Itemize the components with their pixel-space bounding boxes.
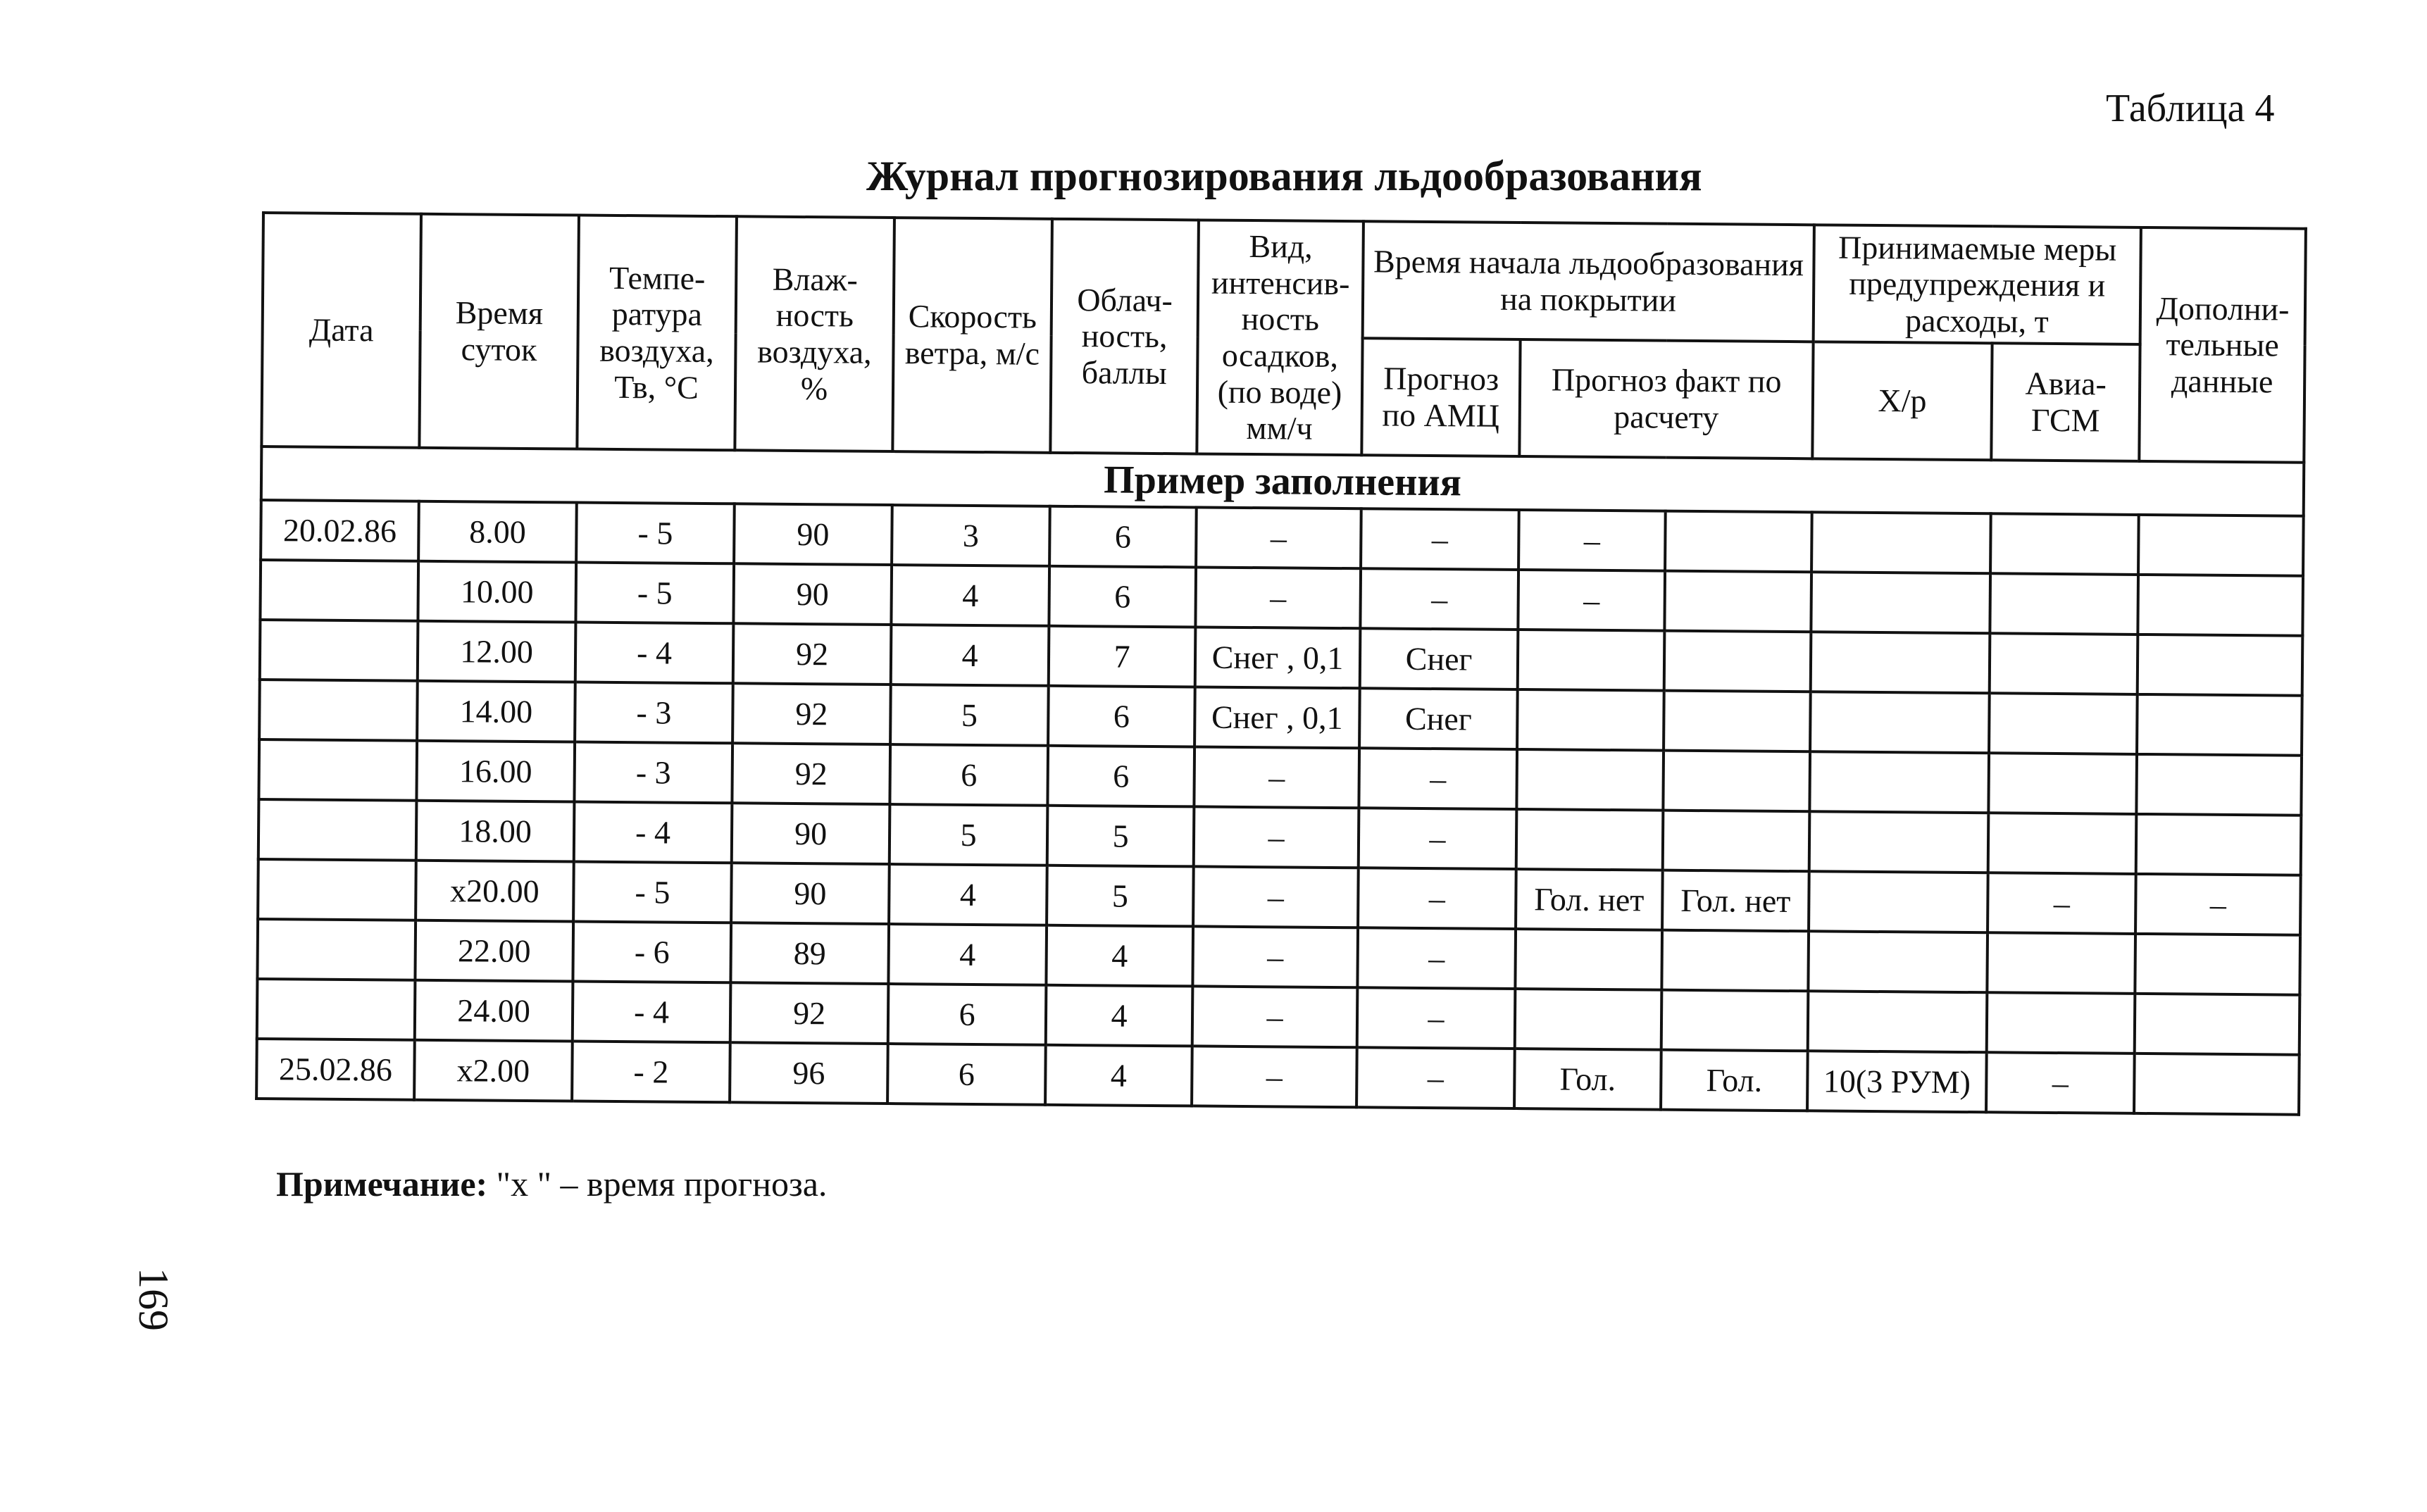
cell-extra-data (2136, 814, 2302, 875)
cell-forecast-amc: – (1359, 808, 1517, 869)
cell-precipitation: – (1192, 926, 1358, 987)
cell-wind-speed: 6 (887, 1044, 1046, 1105)
cell-date (258, 799, 417, 861)
cell-time: 18.00 (416, 801, 575, 862)
cell-time: 14.00 (417, 681, 575, 742)
cell-cloudiness: 6 (1049, 566, 1196, 627)
cell-temperature: - 5 (575, 563, 734, 624)
cell-avia-gsm (1987, 992, 2135, 1054)
cell-cloudiness: 6 (1047, 746, 1194, 807)
cell-time: 10.00 (418, 561, 576, 623)
cell-avia-gsm (1990, 513, 2139, 575)
cell-forecast-fact (1663, 751, 1810, 812)
cell-date (257, 979, 416, 1040)
header-xr: Х/р (1812, 342, 1992, 460)
header-ice-start-group: Время начала льдообразования на покрытии (1363, 221, 1814, 342)
cell-extra-data: – (2135, 874, 2301, 935)
cell-forecast-amc: – (1359, 748, 1517, 809)
cell-xr (1809, 871, 1988, 932)
cell-forecast-calc: – (1518, 570, 1665, 631)
page-number: 169 (130, 1268, 177, 1331)
cell-cloudiness: 5 (1047, 806, 1194, 867)
cell-cloudiness: 4 (1046, 925, 1193, 987)
cell-humidity: 89 (730, 923, 889, 984)
cell-xr (1809, 811, 1989, 873)
cell-date (257, 919, 416, 980)
cell-xr (1809, 751, 1989, 813)
cell-forecast-calc (1516, 809, 1664, 870)
cell-xr (1808, 991, 1988, 1052)
cell-temperature: - 4 (573, 982, 731, 1043)
cell-humidity: 92 (730, 982, 889, 1044)
header-precipitation: Вид, интенсив-ность осадков, (по воде) мм/ч (1197, 220, 1364, 455)
cell-avia-gsm (1990, 633, 2138, 694)
cell-cloudiness: 5 (1047, 866, 1194, 927)
cell-wind-speed: 5 (890, 685, 1049, 746)
footnote (276, 1163, 827, 1204)
cell-xr (1811, 632, 1990, 693)
cell-wind-speed: 4 (889, 864, 1047, 925)
cell-precipitation: Снег , 0,1 (1195, 627, 1361, 688)
cell-cloudiness: 4 (1045, 1045, 1192, 1106)
cell-temperature: - 4 (574, 802, 732, 863)
cell-forecast-calc: Гол. (1514, 1049, 1661, 1110)
cell-time: x20.00 (416, 861, 574, 922)
cell-forecast-fact (1664, 631, 1811, 692)
cell-xr (1811, 512, 1991, 573)
cell-extra-data (2134, 1054, 2300, 1115)
cell-temperature: - 5 (573, 862, 732, 923)
cell-humidity: 92 (732, 683, 891, 744)
cell-humidity: 96 (730, 1042, 888, 1104)
cell-time: x2.00 (414, 1040, 573, 1101)
cell-wind-speed: 5 (890, 804, 1048, 866)
header-temperature: Темпе-ратура воздуха, Тв, °С (577, 215, 737, 451)
cell-forecast-amc: Снег (1359, 688, 1518, 749)
cell-humidity: 90 (731, 863, 890, 924)
cell-forecast-calc (1516, 749, 1664, 811)
cell-precipitation: – (1196, 507, 1361, 568)
cell-avia-gsm (1987, 932, 2135, 994)
header-avia-gsm: Авиа-ГСМ (1991, 343, 2140, 461)
note-label: Примечание: (276, 1164, 488, 1204)
cell-forecast-amc: – (1360, 568, 1518, 630)
cell-forecast-calc: – (1518, 510, 1666, 571)
cell-extra-data (2136, 754, 2302, 816)
cell-forecast-calc (1515, 929, 1662, 990)
cell-precipitation: – (1194, 746, 1359, 808)
cell-forecast-fact (1661, 930, 1809, 992)
cell-precipitation: Снег , 0,1 (1194, 687, 1360, 748)
cell-temperature: - 4 (575, 623, 734, 684)
cell-forecast-calc (1517, 689, 1664, 751)
cell-avia-gsm (1988, 813, 2137, 874)
section-example-label: Пример заполнения (261, 446, 2304, 516)
cell-precipitation: – (1194, 806, 1359, 868)
cell-temperature: - 2 (572, 1041, 730, 1102)
cell-forecast-calc (1518, 630, 1665, 691)
cell-xr (1808, 931, 1988, 992)
header-humidity: Влаж-ность воздуха, % (735, 216, 894, 451)
cell-forecast-fact: Гол. нет (1662, 870, 1809, 932)
cell-humidity: 92 (732, 743, 890, 804)
cell-date (260, 560, 418, 621)
cell-extra-data (2135, 994, 2300, 1055)
cell-precipitation: – (1193, 866, 1359, 927)
cell-extra-data (2138, 635, 2303, 696)
cell-precipitation: – (1192, 986, 1358, 1047)
document-title: Журнал прогнозирования льдообразования (866, 153, 1702, 199)
cell-forecast-fact (1665, 511, 1812, 573)
cell-cloudiness: 7 (1049, 626, 1196, 687)
cell-wind-speed: 6 (888, 984, 1047, 1045)
header-measures-group: Принимаемые меры предупреждения и расходы, т (1814, 225, 2141, 344)
table-number-label: Таблица 4 (2106, 87, 2275, 130)
cell-date (259, 680, 418, 741)
cell-wind-speed: 4 (891, 625, 1049, 686)
cell-forecast-amc: – (1356, 1047, 1515, 1108)
cell-time: 22.00 (415, 920, 573, 982)
cell-precipitation: – (1192, 1046, 1357, 1107)
cell-temperature: - 5 (576, 503, 735, 564)
cell-humidity: 90 (732, 803, 890, 864)
header-wind-speed: Скорость ветра, м/с (892, 218, 1052, 453)
note-text: "х " – время прогноза. (487, 1164, 828, 1204)
cell-humidity: 92 (733, 623, 892, 685)
cell-extra-data (2137, 694, 2302, 756)
header-date: Дата (261, 213, 421, 448)
cell-forecast-calc (1515, 989, 1662, 1050)
header-cloudiness: Облач-ность, баллы (1050, 219, 1199, 454)
cell-precipitation: – (1195, 567, 1361, 628)
cell-time: 16.00 (416, 741, 575, 802)
cell-extra-data (2138, 575, 2303, 636)
cell-avia-gsm (1988, 753, 2137, 814)
cell-cloudiness: 6 (1049, 506, 1197, 568)
cell-forecast-fact: Гол. (1661, 1050, 1808, 1111)
cell-forecast-fact (1664, 691, 1811, 752)
cell-wind-speed: 4 (888, 924, 1047, 985)
cell-xr (1810, 692, 1990, 753)
cell-time: 24.00 (415, 980, 573, 1042)
cell-date (260, 620, 418, 681)
cell-temperature: - 3 (575, 682, 733, 744)
cell-extra-data (2138, 515, 2304, 576)
cell-forecast-fact (1663, 811, 1810, 872)
cell-time: 8.00 (418, 501, 577, 563)
cell-wind-speed: 3 (892, 505, 1050, 566)
cell-avia-gsm (1990, 573, 2138, 635)
cell-avia-gsm: – (1986, 1052, 2135, 1113)
cell-extra-data (2135, 934, 2300, 995)
cell-date (258, 739, 417, 801)
journal-table-container (255, 211, 2304, 1116)
cell-forecast-calc: Гол. нет (1516, 869, 1663, 930)
cell-forecast-amc: – (1357, 987, 1516, 1049)
cell-forecast-fact (1661, 990, 1809, 1051)
cell-date: 25.02.86 (256, 1039, 415, 1100)
cell-forecast-amc: Снег (1360, 628, 1518, 689)
header-extra-data: Дополни-тельные данные (2139, 227, 2306, 463)
journal-table (255, 211, 2307, 1116)
header-time: Время суток (419, 214, 579, 449)
header-forecast-calc: Прогноз факт по расчету (1519, 339, 1813, 458)
header-forecast-amc: Прогноз по АМЦ (1361, 338, 1520, 456)
cell-time: 12.00 (418, 621, 576, 682)
cell-avia-gsm (1989, 693, 2138, 754)
cell-date: 20.02.86 (261, 500, 419, 561)
cell-date (258, 859, 416, 920)
cell-forecast-amc: – (1357, 927, 1516, 989)
cell-humidity: 90 (734, 504, 892, 565)
cell-humidity: 90 (733, 563, 892, 625)
cell-xr (1811, 572, 1990, 633)
cell-cloudiness: 6 (1048, 686, 1195, 747)
cell-forecast-fact (1664, 571, 1811, 632)
cell-wind-speed: 4 (891, 565, 1049, 626)
cell-forecast-amc: – (1361, 508, 1519, 570)
cell-forecast-amc: – (1358, 868, 1516, 929)
cell-avia-gsm: – (1988, 873, 2136, 934)
cell-temperature: - 3 (574, 742, 732, 804)
cell-xr: 10(3 РУМ) (1807, 1051, 1987, 1112)
cell-wind-speed: 6 (890, 744, 1048, 806)
cell-temperature: - 6 (573, 922, 731, 983)
cell-cloudiness: 4 (1046, 985, 1193, 1046)
